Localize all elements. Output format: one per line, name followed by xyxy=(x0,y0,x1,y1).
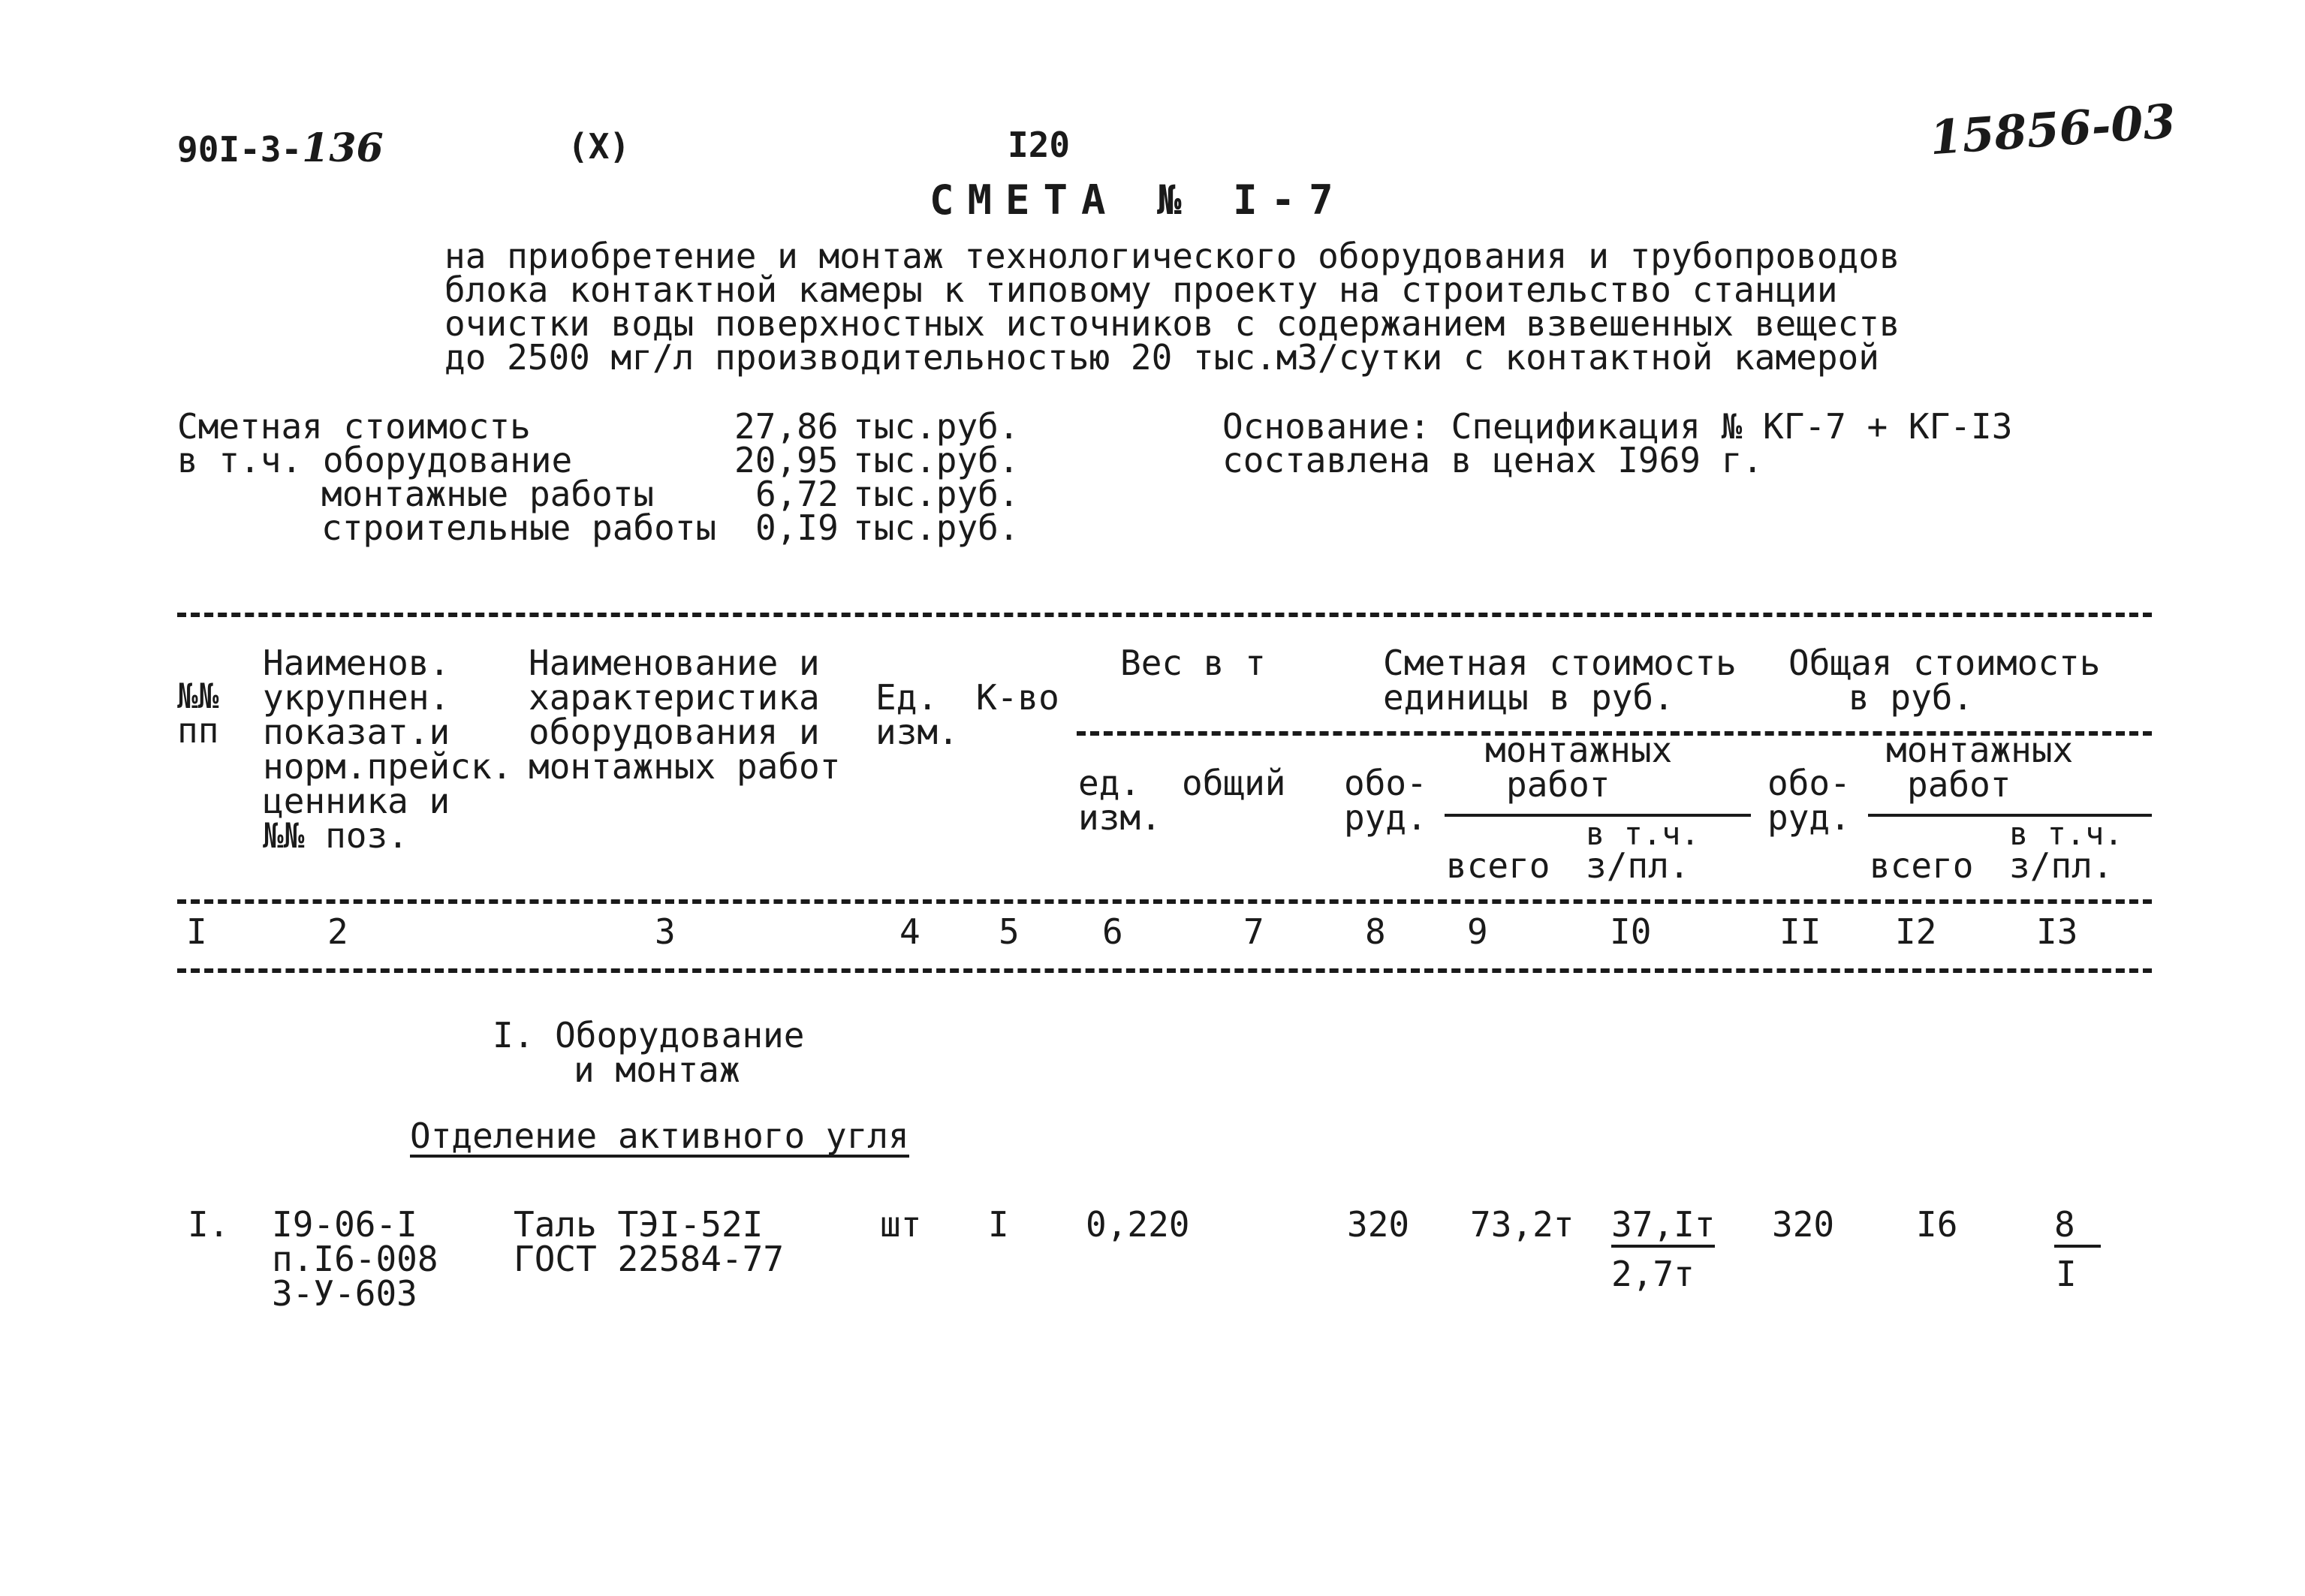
header-code: Наименов. xyxy=(263,643,450,683)
header-row-number: №№ xyxy=(177,676,219,716)
header-unit: изм. xyxy=(875,712,959,752)
header-description: Наименование и xyxy=(529,643,820,683)
row-total-wage-bottom: I xyxy=(2056,1254,2077,1294)
basis-prices: составлена в ценах I969 г. xyxy=(1222,440,1764,480)
header-unit-wage: з/пл. xyxy=(1586,845,1690,886)
header-unit-cost-group: единицы в руб. xyxy=(1383,677,1674,718)
column-number: I3 xyxy=(2036,911,2078,952)
row-unit-mount-total: 73,2т xyxy=(1470,1204,1574,1245)
document-code xyxy=(177,125,384,171)
inventory-stamp-handwritten: 15856-03 xyxy=(1927,93,2177,166)
column-numbers-rule xyxy=(177,968,2152,973)
summary-value: 27,86 xyxy=(734,406,839,447)
row-unit-wage-bottom: 2,7т xyxy=(1611,1254,1695,1294)
row-code: 3-У-603 xyxy=(272,1273,417,1314)
page-number: I20 xyxy=(1008,125,1071,165)
header-weight-unit: изм. xyxy=(1078,797,1162,838)
header-code: норм.прейск. xyxy=(263,746,513,787)
header-total-equipment: руд. xyxy=(1767,797,1851,838)
header-total-wage: з/пл. xyxy=(2009,845,2114,886)
column-number: II xyxy=(1779,911,1821,952)
header-code: укрупнен. xyxy=(263,677,450,718)
column-number: 9 xyxy=(1467,911,1488,952)
header-quantity: К-во xyxy=(976,677,1059,718)
header-code: показат.и xyxy=(263,712,450,752)
header-unit-equipment: руд. xyxy=(1344,797,1427,838)
summary-label: строительные работы xyxy=(321,507,717,548)
header-total-cost-group: в руб. xyxy=(1849,677,1974,718)
subtitle-line: на приобретение и монтаж технологического оборудования и трубопроводов xyxy=(444,236,1900,276)
column-number: I0 xyxy=(1610,911,1652,952)
column-number: 3 xyxy=(655,911,676,952)
summary-value: 6,72 xyxy=(755,474,839,514)
header-unit-mounting: монтажных xyxy=(1485,730,1673,770)
header-description: оборудования и xyxy=(529,712,820,752)
header-unit-wage: в т.ч. xyxy=(1586,815,1700,852)
header-weight-total: общий xyxy=(1182,763,1286,803)
column-number: 2 xyxy=(327,911,348,952)
summary-value: 20,95 xyxy=(734,440,839,480)
column-number: 7 xyxy=(1243,911,1264,952)
header-code: №№ поз. xyxy=(263,815,408,856)
summary-value: 0,I9 xyxy=(755,507,839,548)
row-total-mount-total: I6 xyxy=(1916,1204,1958,1245)
row-unit-wage-top: 37,Iт xyxy=(1611,1207,1715,1248)
header-row-number: пп xyxy=(177,710,219,751)
subsection-title: Отделение активного угля xyxy=(410,1116,909,1156)
summary-unit: тыс.руб. xyxy=(853,440,1020,480)
header-unit-cost-group: Сметная стоимость xyxy=(1383,643,1737,683)
row-number: I. xyxy=(188,1204,230,1245)
header-total-mounting: работ xyxy=(1907,764,2011,805)
row-item-name: Таль ТЭI-52I xyxy=(514,1204,764,1245)
header-unit: Ед. xyxy=(875,677,939,718)
document-code-prefix: 90I-3- xyxy=(177,129,303,170)
header-total-equipment: обо- xyxy=(1767,763,1851,803)
header-unit-mount-total: всего xyxy=(1446,845,1550,886)
header-unit-mounting: работ xyxy=(1506,764,1610,805)
header-total-mount-total: всего xyxy=(1870,845,1974,886)
header-weight-unit: ед. xyxy=(1078,763,1141,803)
header-total-wage: в т.ч. xyxy=(2009,815,2123,852)
document-code-handwritten: 136 xyxy=(302,125,384,171)
row-total-equipment: 320 xyxy=(1772,1204,1835,1245)
column-number: 5 xyxy=(999,911,1020,952)
row-unit: шт xyxy=(880,1204,922,1245)
header-description: монтажных работ xyxy=(529,746,841,787)
row-total-wage-top: 8 xyxy=(2054,1207,2101,1248)
summary-unit: тыс.руб. xyxy=(853,474,1020,514)
table-top-rule xyxy=(177,613,2152,617)
row-weight-unit: 0,220 xyxy=(1086,1204,1190,1245)
summary-unit: тыс.руб. xyxy=(853,406,1020,447)
column-number: I2 xyxy=(1895,911,1937,952)
row-code: I9-06-I xyxy=(272,1204,417,1245)
header-bottom-rule xyxy=(177,899,2152,904)
subtitle-line: до 2500 мг/л производительностью 20 тыс.м3/сутки с контактной камерой xyxy=(444,337,1879,378)
header-code: ценника и xyxy=(263,781,450,821)
row-unit-equipment: 320 xyxy=(1347,1204,1410,1245)
volume-number: (X) xyxy=(568,126,631,167)
column-number: 6 xyxy=(1102,911,1123,952)
row-item-name: ГОСТ 22584-77 xyxy=(514,1239,785,1279)
header-unit-equipment: обо- xyxy=(1344,763,1427,803)
subtitle-line: очистки воды поверхностных источников с содержанием взвешенных веществ xyxy=(444,303,1900,344)
header-description: характеристика xyxy=(529,677,820,718)
summary-label: в т.ч. оборудование xyxy=(177,440,573,480)
row-code: п.I6-008 xyxy=(272,1239,438,1279)
column-number: I xyxy=(186,911,207,952)
document-title: СМЕТА № I-7 xyxy=(930,176,1347,224)
basis-specification: Основание: Спецификация № КГ-7 + КГ-I3 xyxy=(1222,406,2013,447)
column-number: 8 xyxy=(1365,911,1386,952)
column-number: 4 xyxy=(899,911,920,952)
section-title: и монтаж xyxy=(574,1049,740,1090)
header-total-cost-group: Общая стоимость xyxy=(1788,643,2101,683)
header-weight-group: Вес в т xyxy=(1120,643,1266,683)
header-total-mounting: монтажных xyxy=(1886,730,2074,770)
summary-label: монтажные работы xyxy=(321,474,655,514)
summary-unit: тыс.руб. xyxy=(853,507,1020,548)
summary-label: Сметная стоимость xyxy=(177,406,531,447)
section-title: I. Оборудование xyxy=(493,1015,805,1055)
row-quantity: I xyxy=(988,1204,1009,1245)
subtitle-line: блока контактной камеры к типовому проекту на строительство станции xyxy=(444,270,1838,310)
